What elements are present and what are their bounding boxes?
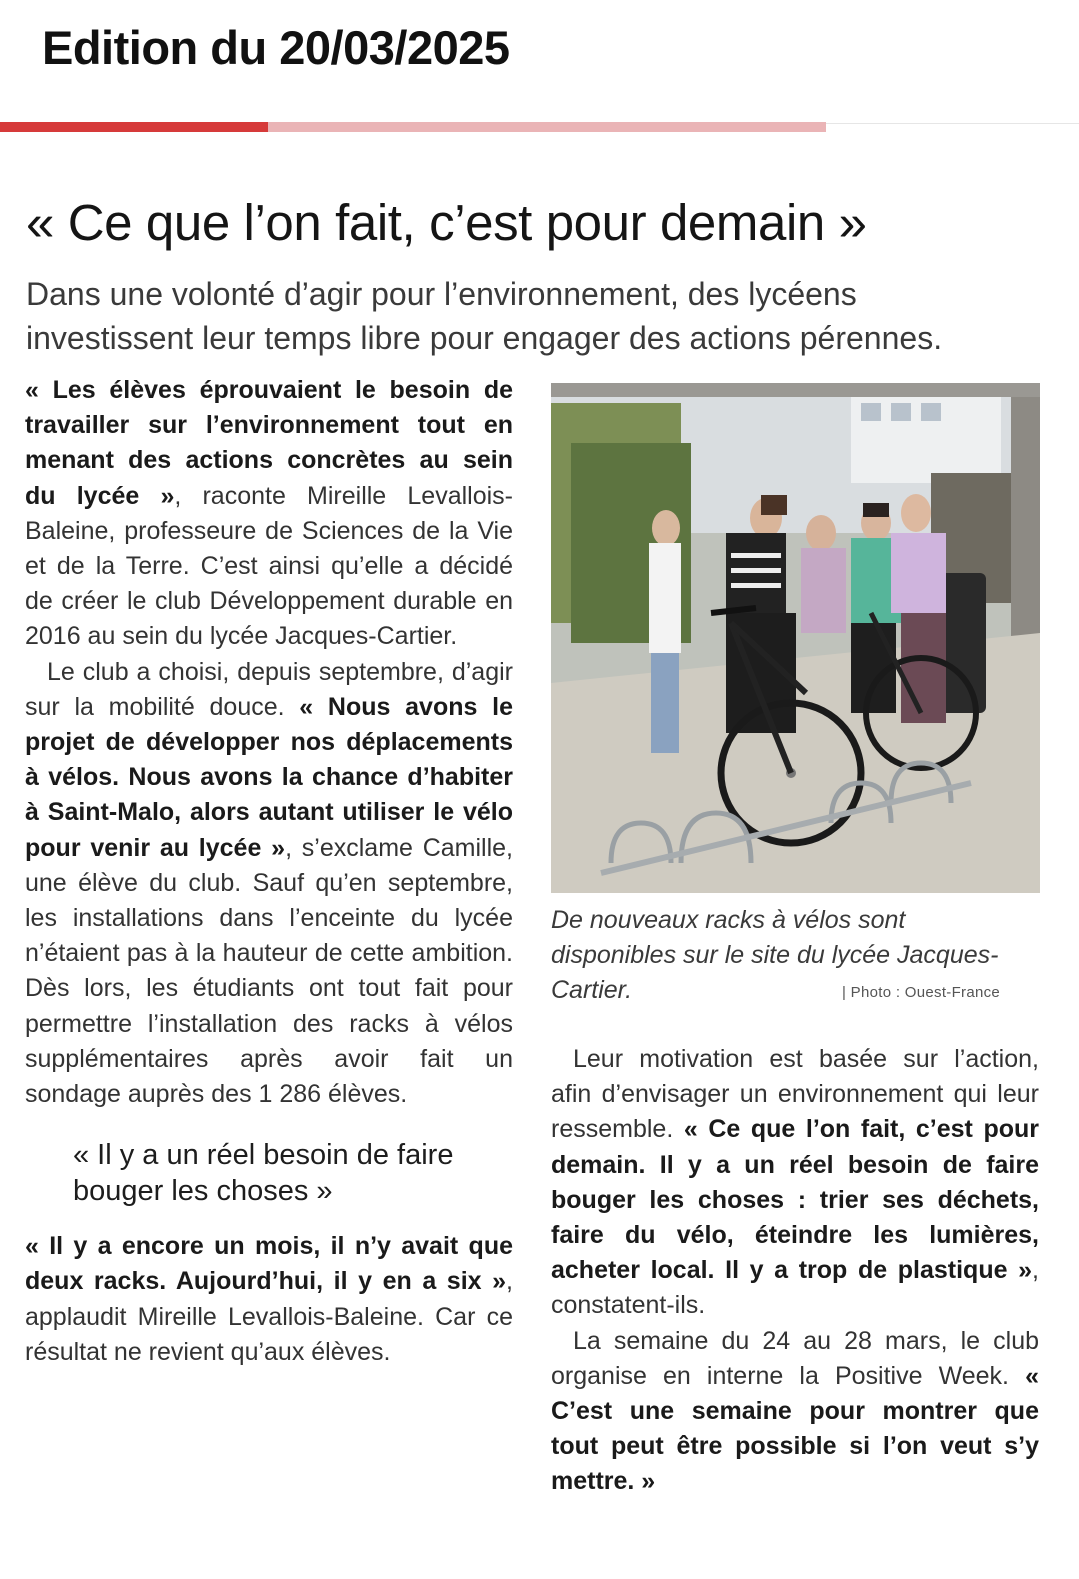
paragraph [551,1042,1039,1324]
accent-rule-light [268,122,826,132]
quote-text: « Il y a encore un mois, il n’y avait que deux racks. Aujourd’hui, il y en a six » [25,1232,513,1296]
paragraph [25,655,513,1113]
body-text: La semaine du 24 au 28 mars, le club organise en interne la Positive Week. [551,1326,1039,1390]
body-text: , applaudit Mireille Levallois-Baleine. Car ce résultat ne revient qu’aux élèves. [25,1267,513,1366]
quote-text: « Les élèves éprouvaient le besoin de travailler sur l’environnement tout en menant des actions concrètes au sein du lycée » [25,376,513,510]
quote-text: « Nous avons le projet de développer nos déplacements à vélos. Nous avons la chance d’habiter à Saint-Malo, alors autant utiliser le vélo pour venir au lycée » [25,692,513,862]
body-text: , s’exclame Camille, une élève du club. Sauf qu’en septembre, les installations dans l’enceinte du lycée n’étaient pas à la hauteur de cette ambition. Dès lors, les étudiants ont tout fait pour permettre l’installation des racks à vélos supplémentaires après avoir fait un sondage auprès des 1 286 élèves. [25,833,514,1109]
left-column [25,373,513,1370]
students-with-bikes-illustration [551,383,1040,893]
paragraph [25,373,513,655]
photo-credit: | Photo : Ouest-France [842,984,1001,1001]
edition-title: Edition du 20/03/2025 [42,21,510,74]
quote-text: « Ce que l’on fait, c’est pour demain. Il y a un réel besoin de faire bouger les choses : trier ses déchets, faire du vélo, éteindre les lumières, acheter local. Il y a trop de plastique » [551,1115,1039,1285]
article-photo [551,383,1040,893]
body-text: Le club a choisi, depuis septembre, d’agir sur la mobilité douce. [25,657,513,721]
body-text: , raconte Mireille Levallois-Baleine, professeure de Sciences de la Vie et de la Terre. C’est ainsi qu’elle a décidé de créer le club Développement durable en 2016 au sein du lycée Jacques-Cartier. [25,481,513,651]
right-column [551,1042,1039,1500]
separator-line [826,123,1079,124]
quote-text: « C’est une semaine pour montrer que tout peut être possible si l’on veut s’y mettre. » [551,1361,1039,1496]
paragraph [551,1324,1039,1500]
paragraph [25,1229,513,1370]
accent-rule-dark [0,122,268,132]
body-text: Leur motivation est basée sur l’action, afin d’envisager un environnement qui leur ressemble. [551,1045,1039,1144]
article-headline: « Ce que l’on fait, c’est pour demain » [26,194,867,251]
subheading: « Il y a un réel besoin de faire bouger les choses » [73,1139,454,1208]
article-lede: Dans une volonté d’agir pour l’environnement, des lycéens investissent leur temps libre pour engager des actions pérennes. [26,276,943,356]
body-text: , constatent-ils. [551,1256,1039,1320]
photo-caption: De nouveaux racks à vélos sont disponibles sur le site du lycée Jacques-Cartier. [551,906,999,1004]
